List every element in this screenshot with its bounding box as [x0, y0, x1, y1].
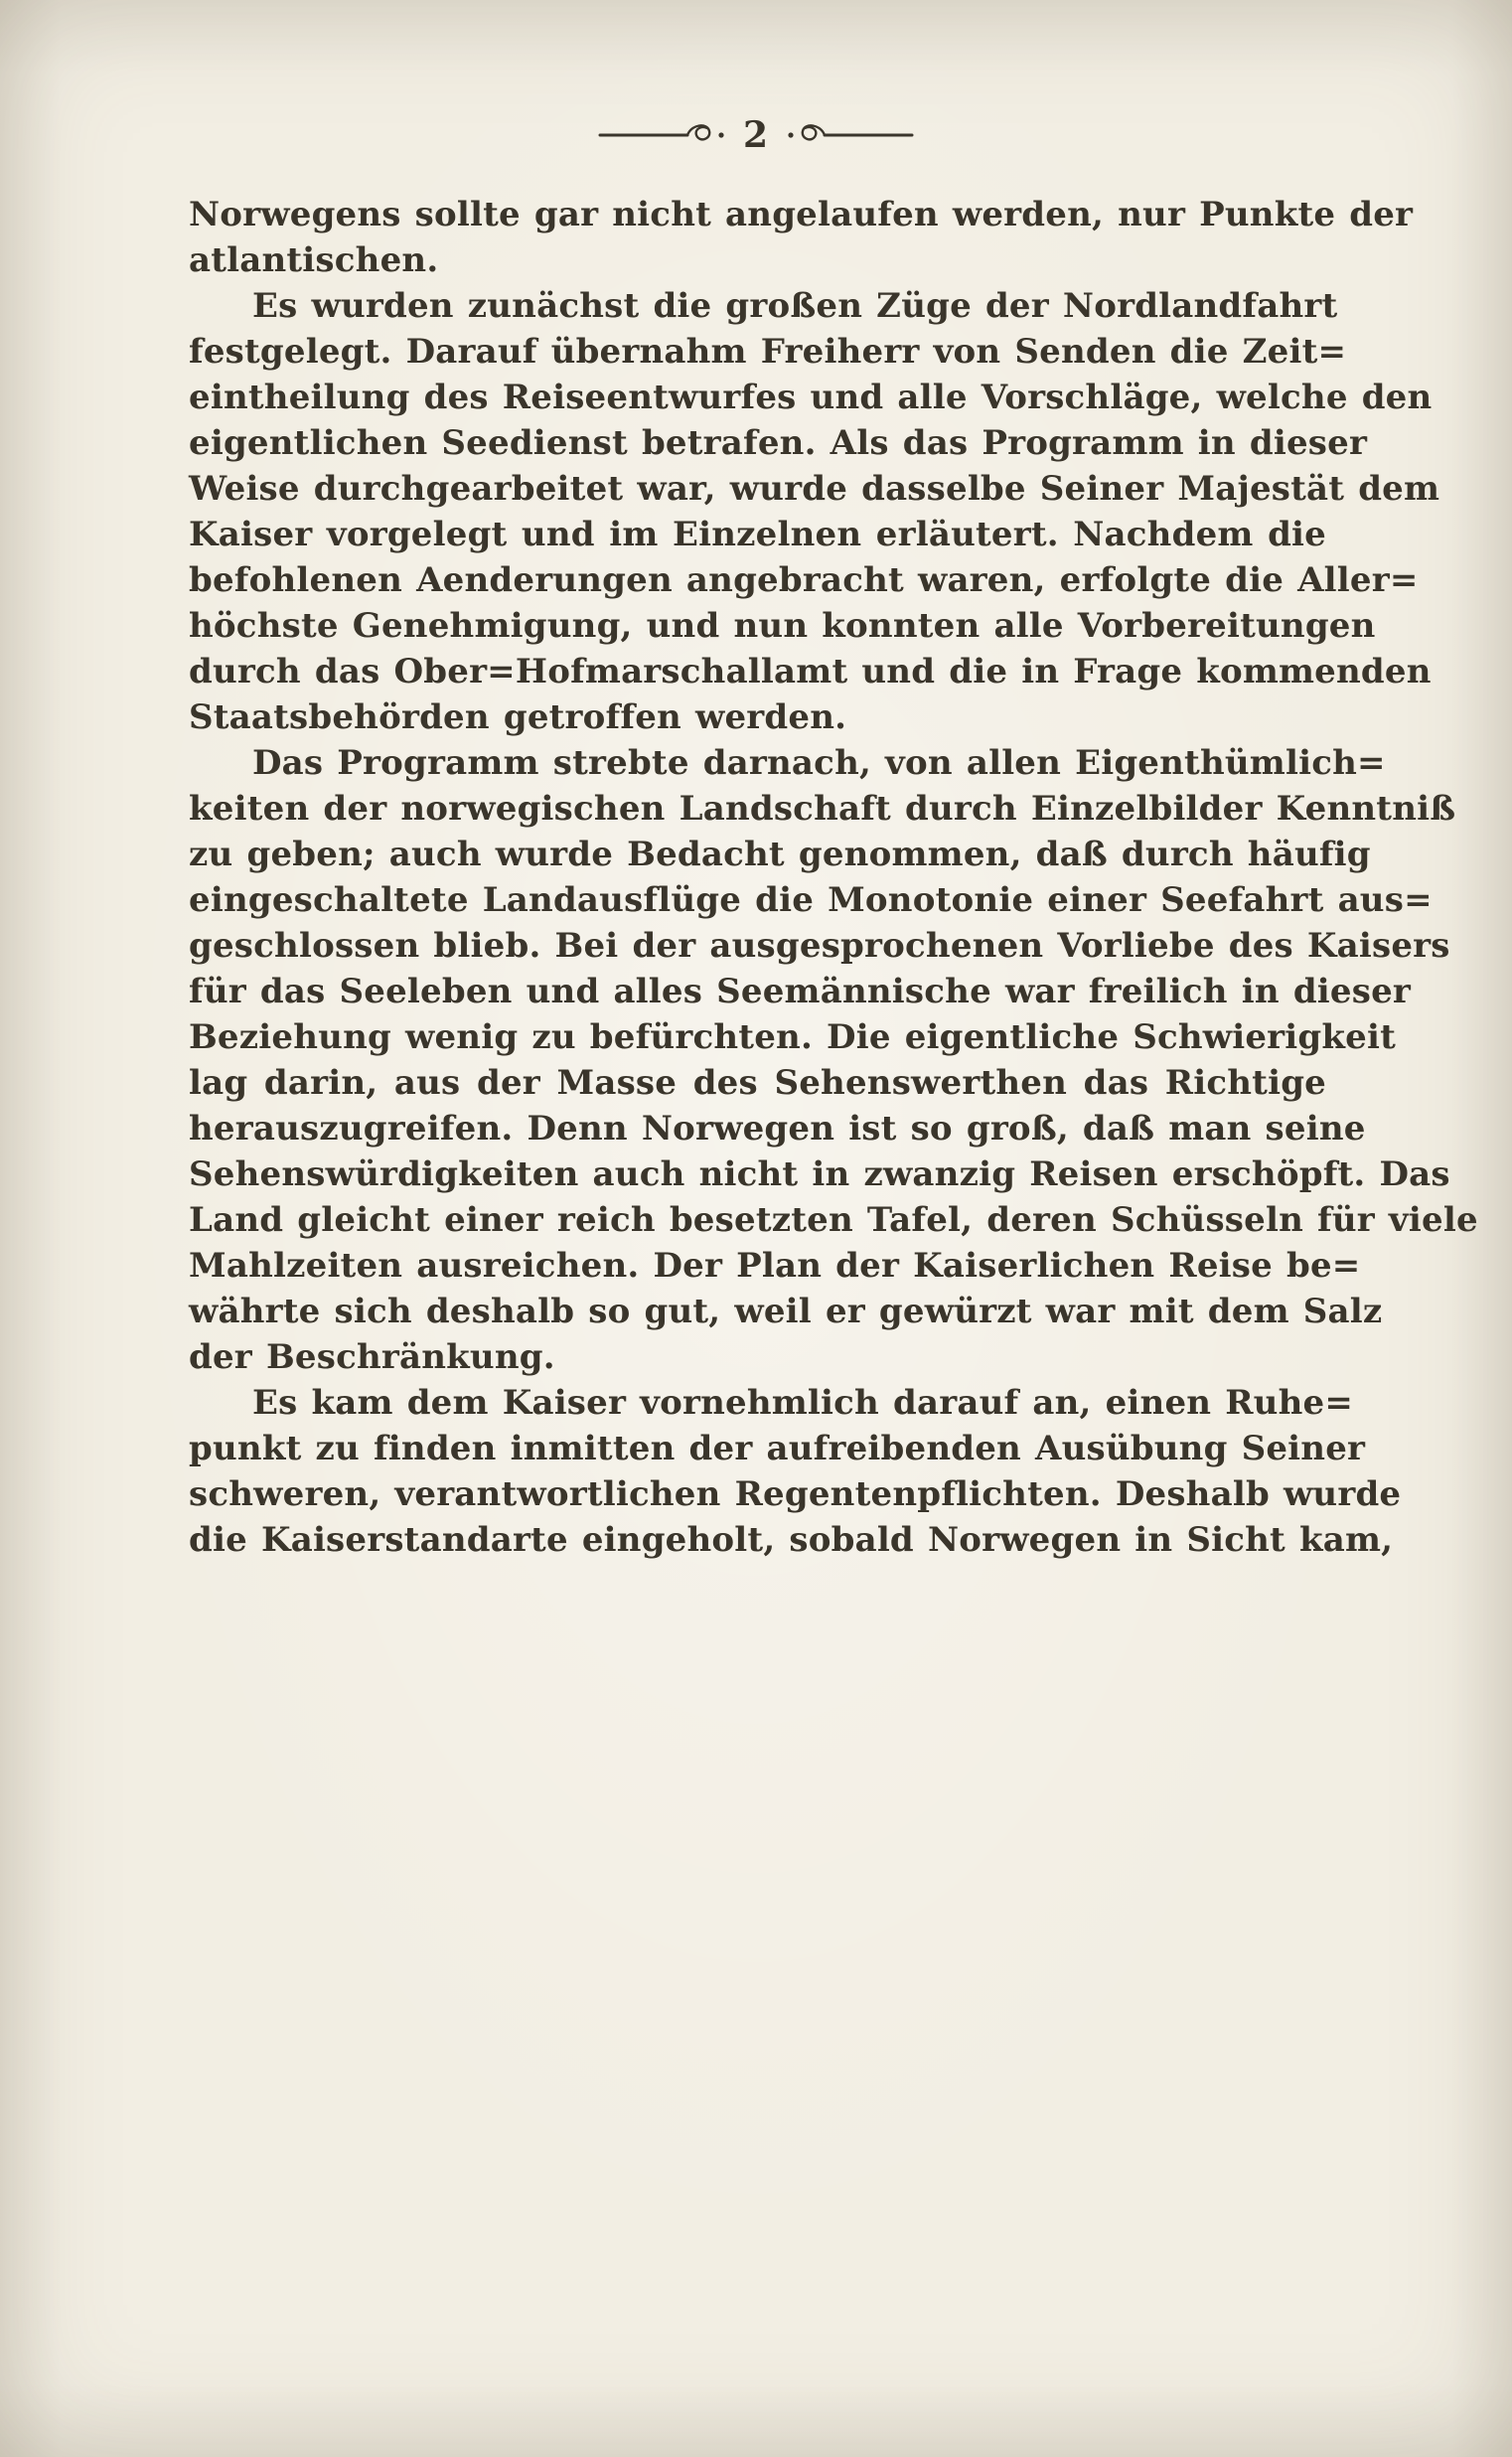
- text-line: Staatsbehörden getroffen werden.: [189, 697, 847, 737]
- text-line: durch das Ober=Hofmarschallamt und die in Frage kommenden: [189, 652, 1432, 691]
- text-line: Das Programm strebte darnach, von allen Eigenthümlich=: [252, 743, 1386, 783]
- text-line: währte sich deshalb so gut, weil er gewürzt war mit dem Salz: [189, 1292, 1383, 1331]
- text-line: geschlossen blieb. Bei der ausgesprochenen Vorliebe des Kaisers: [189, 926, 1450, 966]
- text-line: Mahlzeiten ausreichen. Der Plan der Kaiserlichen Reise be=: [189, 1246, 1361, 1286]
- paragraph: [189, 1380, 1402, 1563]
- text-line: Sehenswürdigkeiten auch nicht in zwanzig Reisen erschöpft. Das: [189, 1154, 1450, 1194]
- text-line: höchste Genehmigung, und nun konnten alle Vorbereitungen: [189, 606, 1376, 646]
- body-text: [189, 192, 1478, 1563]
- header-flourish-right-icon: [783, 121, 914, 149]
- text-line: Land gleicht einer reich besetzten Tafel, deren Schüsseln für viele: [189, 1200, 1478, 1240]
- paragraph: [189, 283, 1440, 740]
- text-line: eintheilung des Reiseentwurfes und alle Vorschläge, welche den: [189, 378, 1433, 417]
- text-line: herauszugreifen. Denn Norwegen ist so groß, daß man seine: [189, 1109, 1366, 1149]
- text-line: keiten der norwegischen Landschaft durch Einzelbilder Kenntniß: [189, 789, 1456, 829]
- text-line: Es wurden zunächst die großen Züge der Nordlandfahrt: [252, 286, 1338, 326]
- text-line: Beziehung wenig zu befürchten. Die eigentliche Schwierigkeit: [189, 1017, 1396, 1057]
- text-line: festgelegt. Darauf übernahm Freiherr von Senden die Zeit=: [189, 332, 1347, 372]
- text-line: der Beschränkung.: [189, 1337, 555, 1377]
- text-line: schweren, verantwortlichen Regentenpflichten. Deshalb wurde: [189, 1474, 1402, 1514]
- text-line: für das Seeleben und alles Seemännische war freilich in dieser: [189, 972, 1412, 1011]
- paragraph: [189, 192, 1414, 283]
- text-line: Es kam dem Kaiser vornehmlich darauf an, einen Ruhe=: [252, 1383, 1354, 1423]
- paragraph: [189, 740, 1478, 1380]
- text-line: Weise durchgearbeitet war, wurde dasselbe Seiner Majestät dem: [189, 469, 1440, 509]
- text-line: Kaiser vorgelegt und im Einzelnen erläutert. Nachdem die: [189, 515, 1326, 554]
- page-number: 2: [742, 114, 770, 156]
- text-line: zu geben; auch wurde Bedacht genommen, daß durch häufig: [189, 835, 1371, 874]
- text-line: eigentlichen Seedienst betrafen. Als das Programm in dieser: [189, 423, 1368, 463]
- header-flourish-left-icon: [598, 121, 729, 149]
- text-line: Norwegens sollte gar nicht angelaufen werden, nur Punkte der: [189, 195, 1414, 234]
- text-line: die Kaiserstandarte eingeholt, sobald Norwegen in Sicht kam,: [189, 1520, 1394, 1560]
- text-line: atlantischen.: [189, 240, 439, 280]
- text-line: punkt zu finden inmitten der aufreibenden Ausübung Seiner: [189, 1429, 1366, 1468]
- text-line: lag darin, aus der Masse des Sehenswerthen das Richtige: [189, 1063, 1326, 1103]
- page-header: [0, 114, 1512, 156]
- text-line: eingeschaltete Landausflüge die Monotonie einer Seefahrt aus=: [189, 880, 1433, 920]
- text-line: befohlenen Aenderungen angebracht waren, erfolgte die Aller=: [189, 560, 1419, 600]
